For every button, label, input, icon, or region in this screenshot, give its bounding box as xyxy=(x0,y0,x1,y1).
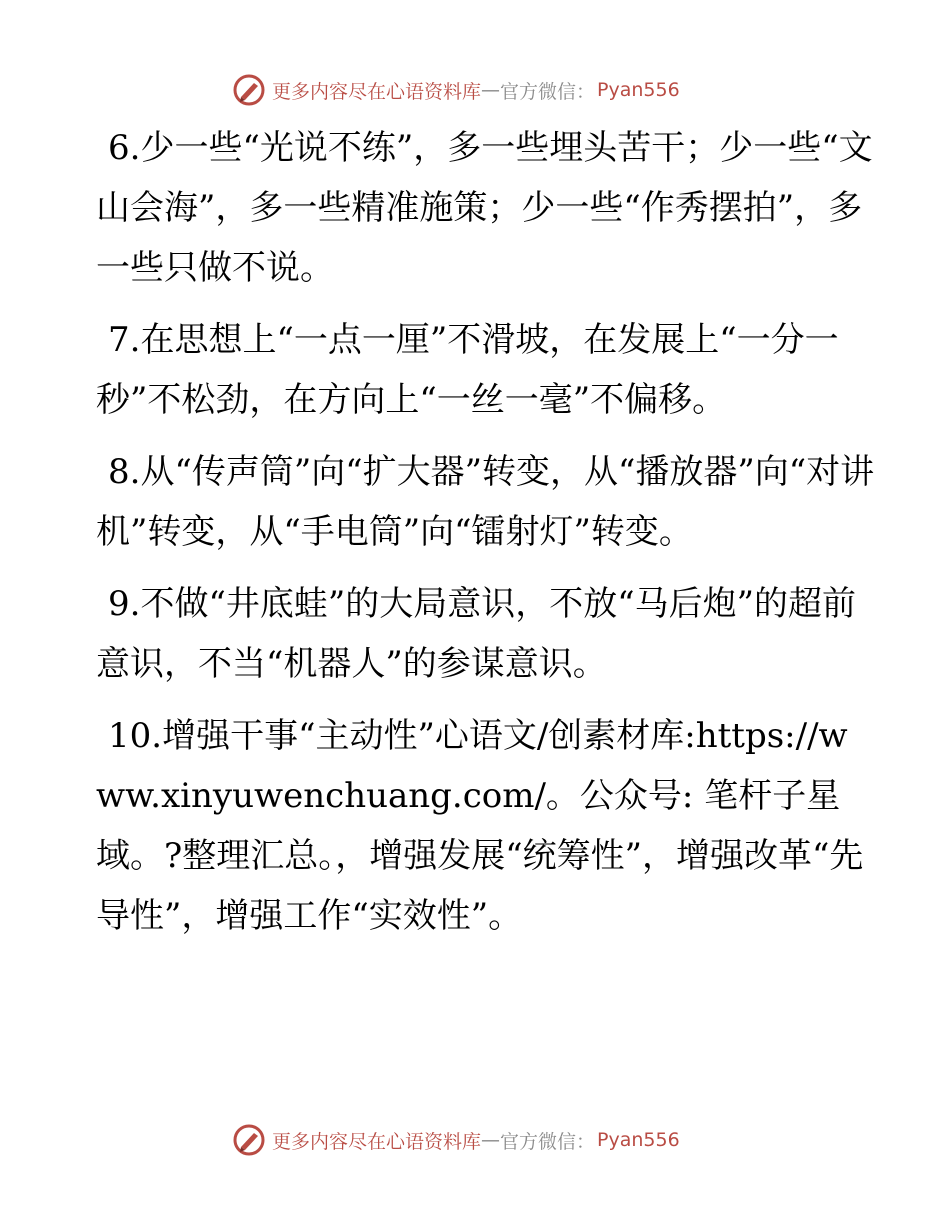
paragraph-8: 8.从“传声筒”向“扩大器”转变，从“播放器”向“对讲机”转变，从“手电筒”向“镭射灯”转变。 xyxy=(96,452,875,552)
header-watermark xyxy=(232,70,680,110)
header-wechat-id: Pyan556 xyxy=(597,79,680,101)
pen-seal-logo-icon xyxy=(232,73,266,107)
header-wechat-label: 官方微信： xyxy=(500,80,596,103)
header-promo-text: 更多内容尽在心语资料库 xyxy=(272,80,482,103)
paragraph-6: 6.少一些“光说不练”，多一些埋头苦干；少一些“文山会海”，多一些精准施策；少一些“作秀摆拍”，多一些只做不说。 xyxy=(96,128,873,288)
paragraph-10: 10.增强干事“主动性”心语文/创素材库:https://www.xinyuwenchuang.com/。公众号: 笔杆子星域。?整理汇总。，增强发展“统筹性”，增强改革“先导性”，增强工作“实效性”。 xyxy=(96,716,864,936)
header-dash: — xyxy=(481,79,501,101)
footer-watermark xyxy=(232,1120,680,1160)
footer-wechat-id: Pyan556 xyxy=(597,1129,680,1151)
footer-dash: — xyxy=(481,1129,501,1151)
paragraph-7: 7.在思想上“一点一厘”不滑坡，在发展上“一分一秒”不松劲，在方向上“一丝一毫”不偏移。 xyxy=(96,320,839,420)
paragraph-9: 9.不做“井底蛙”的大局意识，不放“马后炮”的超前意识，不当“机器人”的参谋意识。 xyxy=(96,584,856,684)
document-body xyxy=(96,118,876,958)
pen-seal-logo-icon xyxy=(232,1123,266,1157)
footer-promo-text: 更多内容尽在心语资料库 xyxy=(272,1130,482,1153)
footer-wechat-label: 官方微信： xyxy=(500,1130,596,1153)
